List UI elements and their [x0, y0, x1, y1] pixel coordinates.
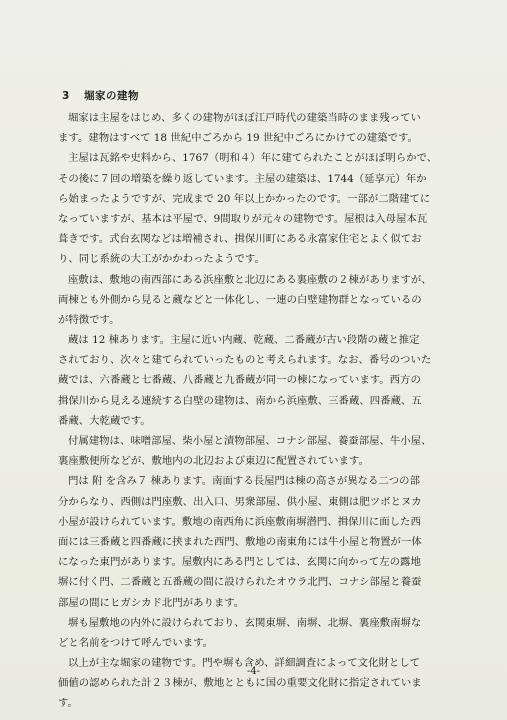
- paragraph-line: 塀も屋敷地の内外に設けられており、玄関東塀、南塀、北塀、裏座敷南塀な: [68, 616, 422, 629]
- paragraph-list: [58, 108, 450, 714]
- paragraph-line: になった東門があります。屋敷内にある門としては、玄関に向かって左の露地: [58, 556, 421, 569]
- paragraph-line: 面には三番蔵と四番蔵に挟まれた西門、敷地の南東角には牛小屋と物置が一体: [58, 535, 422, 548]
- paragraph: [58, 471, 450, 612]
- paragraph-line: 番蔵、大乾蔵です。: [58, 414, 151, 427]
- paragraph: [58, 108, 450, 148]
- paragraph-line: 付属建物は、味噌部屋、柴小屋と漬物部屋、コナシ部屋、養蚕部屋、牛小屋、: [68, 435, 432, 447]
- section-title: 堀家の建物: [84, 90, 139, 102]
- paragraph: [58, 613, 450, 653]
- section-heading: [58, 89, 450, 103]
- paragraph-line: 座敷は、敷地の南西部にある浜座敷と北辺にある裏座敷の２棟がありますが、: [68, 273, 432, 286]
- paragraph: [58, 330, 450, 431]
- paragraph-line: ます。建物はすべて 18 世紀中ごろから 19 世紀中ごろにかけての建築です。: [58, 132, 418, 145]
- paragraph-line: 分からなり、西側は門座敷、出入口、男衆部屋、供小屋、東側は肥ツボとヌカ: [58, 495, 422, 508]
- paragraph-line: が特徴です。: [58, 313, 120, 326]
- paragraph-line: ら始まったようですが、完成まで 20 年以上かかったのです。一部が二階建てに: [58, 192, 431, 205]
- paragraph-line: 両棟とも外側から見ると蔵などと一体化し、一連の白壁建物群となっているの: [58, 293, 422, 306]
- page-number: -4-: [246, 666, 261, 677]
- paragraph-line: り、同じ系統の大工がかかわったようです。: [58, 253, 265, 266]
- paragraph-line: 価値の認められた計２３棟が、敷地とともに国の重要文化財に指定されていま: [58, 677, 422, 690]
- paragraph: [58, 431, 450, 471]
- paragraph-line: 部屋の間にヒガシカド北門があります。: [58, 596, 245, 609]
- paragraph-line: 門は 附 を含み７ 棟あります。南面する長屋門は棟の高さが異なる二つの部: [68, 475, 420, 488]
- paragraph-line: 裏座敷便所などが、敷地内の北辺および東辺に配置されています。: [58, 455, 369, 468]
- paragraph: [58, 653, 450, 714]
- paragraph-line: 以上が主な堀家の建物です。門や塀も含め、詳細調査によって文化財として: [68, 657, 421, 670]
- paragraph-line: 塀に付く門、二番蔵と五番蔵の間に設けられたオウラ北門、コナシ部屋と養蚕: [58, 576, 422, 589]
- paragraph-line: されており、次々と建てられていったものと考えられます。なお、番号のついた: [58, 354, 432, 367]
- paragraph-line: 堀家は主屋をはじめ、多くの建物がほぼ江戸時代の建築当時のまま残ってい: [68, 112, 421, 124]
- paragraph: [58, 270, 450, 331]
- paragraph: [58, 148, 450, 269]
- paragraph-line: 葺きです。式台玄関などは増補され、揖保川町にある永富家住宅とよく似てお: [58, 233, 422, 246]
- paragraph-line: 小屋が設けられています。敷地の南西角に浜座敷南塀潜門、揖保川に面した西: [58, 515, 421, 528]
- paragraph-line: 蔵は 12 棟あります。主屋に近い内蔵、乾蔵、二番蔵が古い段階の蔵と推定: [68, 334, 420, 347]
- document-body: [58, 89, 450, 714]
- paragraph-line: 主屋は瓦銘や史料から、1767（明和４）年に建てられたことがほぼ明らかで、: [68, 152, 438, 165]
- paragraph-line: その後に７回の増築を繰り返しています。主屋の建築は、1744（延享元）年か: [58, 172, 427, 185]
- section-number: 3: [62, 90, 70, 102]
- paragraph-line: どと名前をつけて呼んでいます。: [58, 636, 214, 649]
- paragraph-line: す。: [58, 697, 78, 710]
- paragraph-line: 蔵では、六番蔵と七番蔵、八番蔵と九番蔵が同一の棟になっています。西方の: [58, 374, 421, 387]
- paragraph-line: なっていますが、基本は平屋で、9間取りが元々の建物です。屋根は入母屋本瓦: [58, 212, 428, 225]
- paragraph-line: 揖保川から見える連続する白壁の建物は、南から浜座敷、三番蔵、四番蔵、五: [58, 394, 422, 407]
